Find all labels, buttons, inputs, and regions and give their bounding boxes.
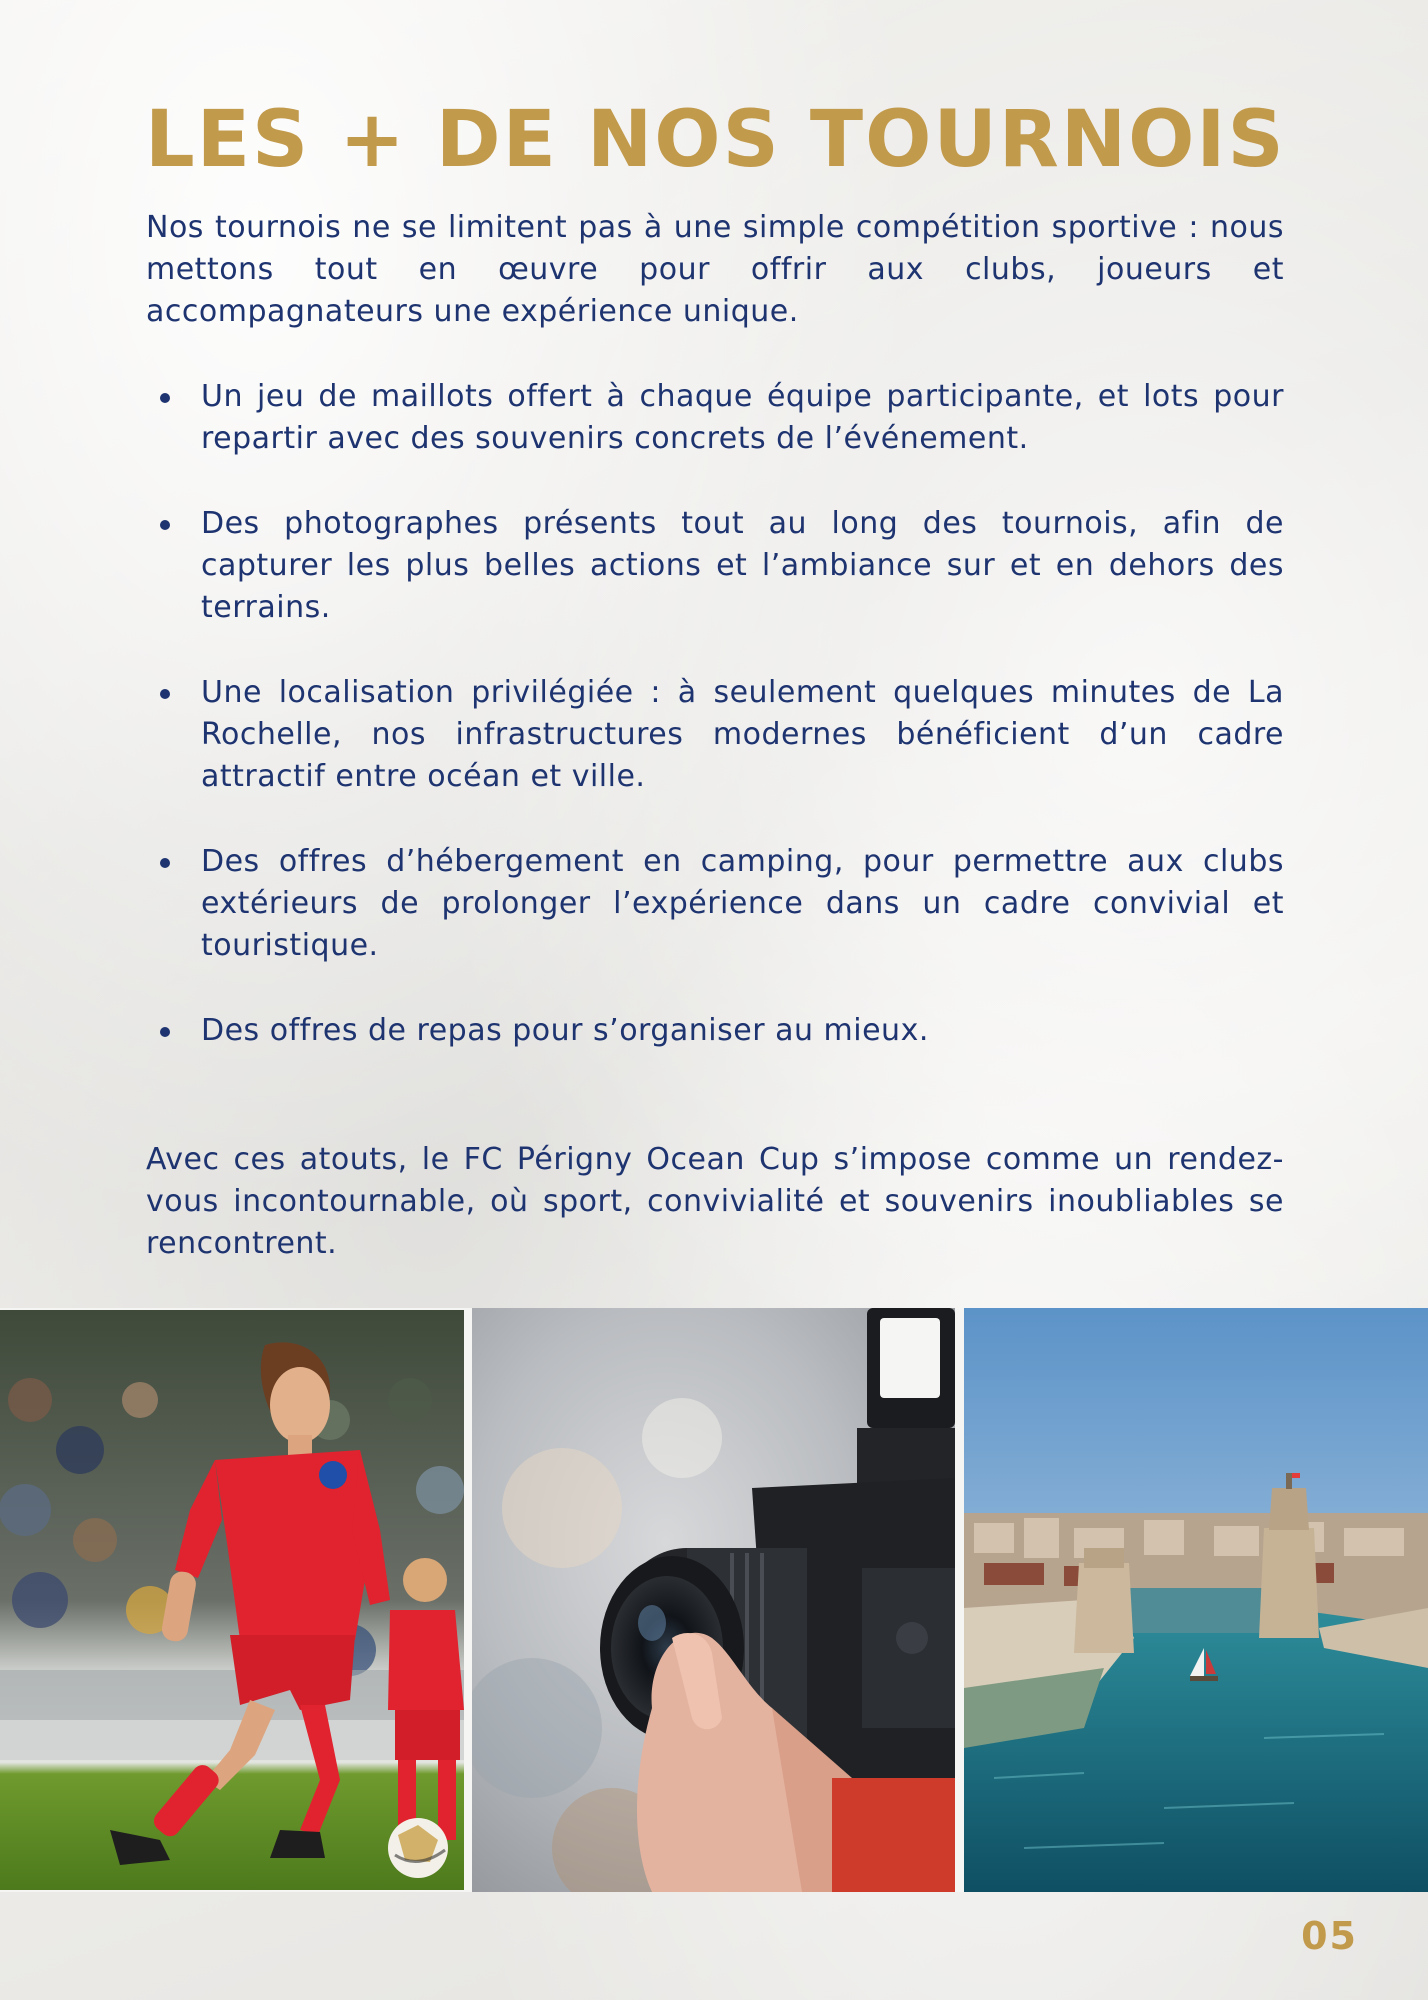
outro-paragraph: Avec ces atouts, le FC Périgny Ocean Cup s’impose comme un rendez-vous incontournable, où sport, convivialité et souvenirs inoubliables se rencontrent. [146, 1142, 1284, 1261]
feature-text: Un jeu de maillots offert à chaque équipe participante, et lots pour repartir avec des souvenirs concrets de l’événement. [201, 379, 1284, 456]
la-rochelle-harbor-photo [964, 1308, 1428, 1892]
page-number: 05 [1301, 1914, 1358, 1958]
feature-item-location [146, 672, 1284, 798]
bullet-icon [160, 689, 170, 699]
bullet-icon [160, 858, 170, 868]
bullet-icon [160, 1027, 170, 1037]
feature-item-jerseys [146, 376, 1284, 460]
feature-item-meals [146, 1010, 1284, 1052]
feature-text: Des offres de repas pour s’organiser au mieux. [201, 1013, 929, 1048]
camera-photographer-photo [472, 1308, 955, 1892]
photo-strip [0, 1308, 1428, 1892]
page-title: LES + DE NOS TOURNOIS [145, 95, 1286, 185]
bullet-icon [160, 393, 170, 403]
bullet-icon [160, 520, 170, 530]
feature-item-photographers [146, 503, 1284, 629]
features-list [146, 376, 1284, 1095]
feature-item-accommodation [146, 841, 1284, 967]
feature-text: Une localisation privilégiée : à seulement quelques minutes de La Rochelle, nos infrastructures modernes bénéficient d’un cadre attractif entre océan et ville. [201, 675, 1284, 794]
feature-text: Des offres d’hébergement en camping, pour permettre aux clubs extérieurs de prolonger l’expérience dans un cadre convivial et touristique. [201, 844, 1284, 963]
feature-text: Des photographes présents tout au long des tournois, afin de capturer les plus belles actions et l’ambiance sur et en dehors des terrains. [201, 506, 1284, 625]
football-player-photo [0, 1310, 464, 1890]
intro-paragraph: Nos tournois ne se limitent pas à une simple compétition sportive : nous mettons tout en œuvre pour offrir aux clubs, joueurs et accompagnateurs une expérience unique. [146, 210, 1284, 329]
